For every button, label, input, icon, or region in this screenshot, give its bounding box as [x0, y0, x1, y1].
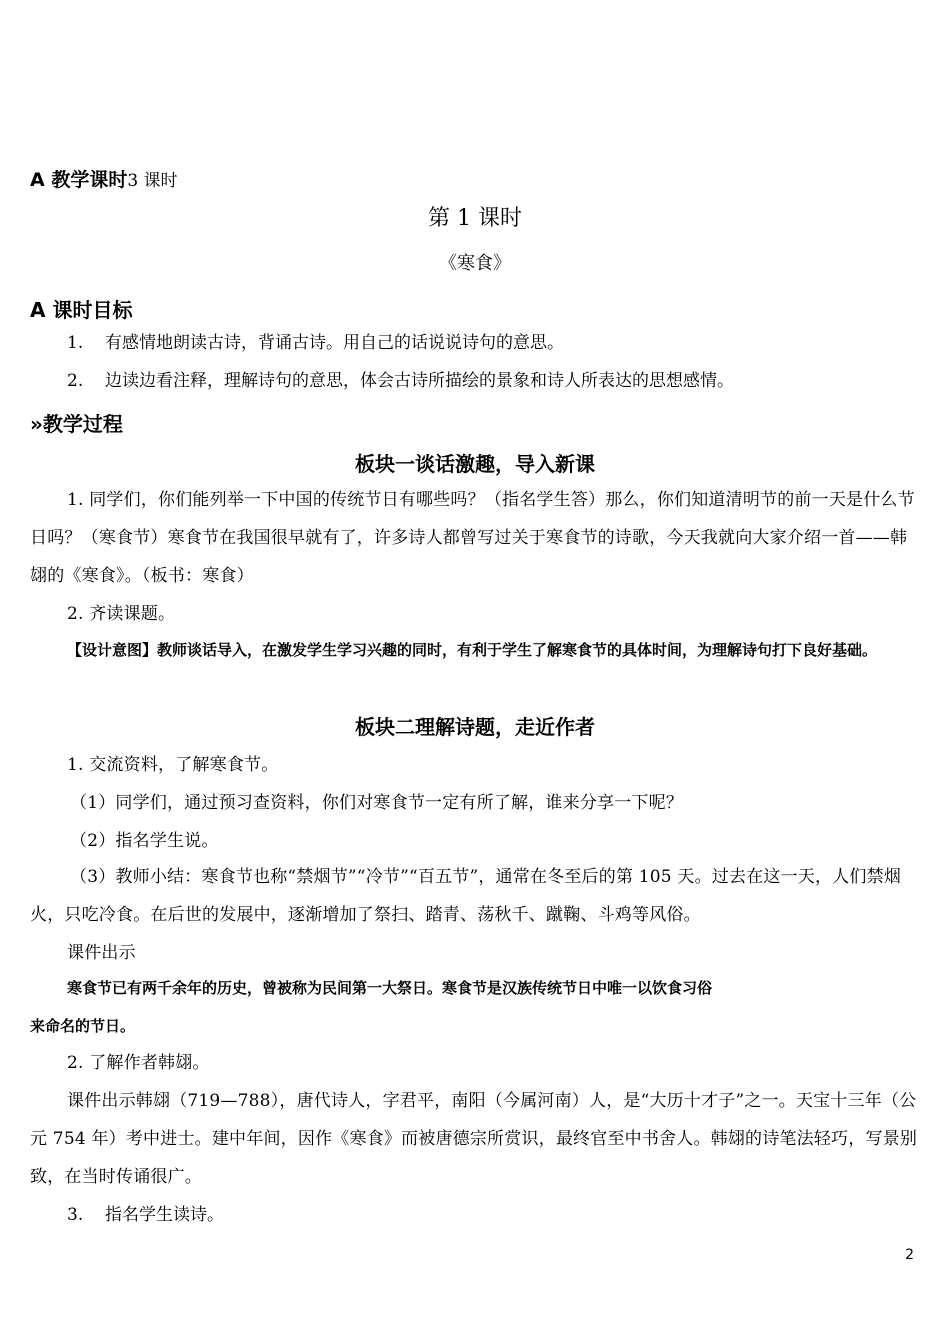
goal-number: 2. — [67, 371, 84, 391]
process-heading: »教学过程 — [30, 412, 123, 436]
lesson-hours-label: A 教学课时 — [30, 169, 128, 191]
block1-title: 板块一谈话激趣，导入新课 — [355, 452, 595, 476]
lesson-title: 第 1 课时 — [428, 206, 522, 231]
block2-paragraph-1: 1. 交流资料，了解寒食节。 — [67, 755, 279, 775]
block2-title: 板块二理解诗题，走近作者 — [355, 715, 595, 739]
goals-heading: A 课时目标 — [30, 298, 133, 322]
lesson-hours-value: 3 课时 — [127, 171, 178, 191]
block1-paragraph-2: 2. 齐读课题。 — [67, 604, 176, 624]
goal-number: 1. — [67, 333, 84, 353]
poem-title: 《寒食》 — [439, 253, 511, 274]
block2-item-3 — [67, 1196, 224, 1234]
block2-paragraph-4: （3）教师小结：寒食节也称“禁烟节”“冷节”“百五节”，通常在冬至后的第 105 天。过去在这一天，人们禁烟火，只吃冷食。在后世的发展中，逐渐增加了祭扫、踏青、荡秋千、蹴鞠、斗鸡等风俗。 — [30, 867, 902, 925]
goal-text: 有感情地朗读古诗，背诵古诗。用自己的话说说诗句的意思。 — [105, 333, 564, 353]
courseware-label: 课件出示 — [67, 943, 136, 963]
page-number: 2 — [905, 1247, 914, 1263]
item-text: 指名学生读诗。 — [105, 1205, 224, 1225]
block2-paragraph-3: （2）指名学生说。 — [70, 831, 219, 851]
courseware-text-line-2: 来命名的节日。 — [30, 1017, 136, 1035]
goal-text: 边读边看注释，理解诗句的意思，体会古诗所描绘的景象和诗人所表达的思想感情。 — [105, 371, 734, 391]
design-intent-note: 【设计意图】教师谈话导入，在激发学生学习兴趣的同时，有利于学生了解寒食节的具体时间，为理解诗句打下良好基础。 — [67, 641, 878, 659]
courseware-text-line-1: 寒食节已有两千余年的历史，曾被称为民间第一大祭日。寒食节是汉族传统节日中唯一以饮食习俗 — [67, 979, 713, 997]
block2-paragraph-5: 2. 了解作者韩翃。 — [67, 1053, 210, 1073]
item-number: 3. — [67, 1205, 84, 1225]
block2-paragraph-2: （1）同学们，通过预习查资料，你们对寒食节一定有所了解，谁来分享一下呢？ — [70, 793, 684, 813]
lesson-hours-line — [30, 165, 178, 192]
block1-paragraph-1: 1. 同学们，你们能列举一下中国的传统节日有哪些吗？（指名学生答）那么，你们知道清明节的前一天是什么节日吗？（寒食节）寒食节在我国很早就有了，许多诗人都曾写过关于寒食节的诗歌，今天我就向大家介绍一首——韩翃的《寒食》。（板书：寒食） — [30, 490, 915, 586]
goal-item — [67, 324, 564, 362]
goal-item — [67, 362, 734, 400]
block2-paragraph-6: 课件出示韩翃（719—788），唐代诗人，字君平，南阳（今属河南）人，是“大历十才子”之一。天宝十三年（公元 754 年）考中进士。建中年间，因作《寒食》而被唐德宗所赏识，最终官至中书舍人。韩翃的诗笔法轻巧，写景别致，在当时传诵很广。 — [30, 1091, 918, 1187]
